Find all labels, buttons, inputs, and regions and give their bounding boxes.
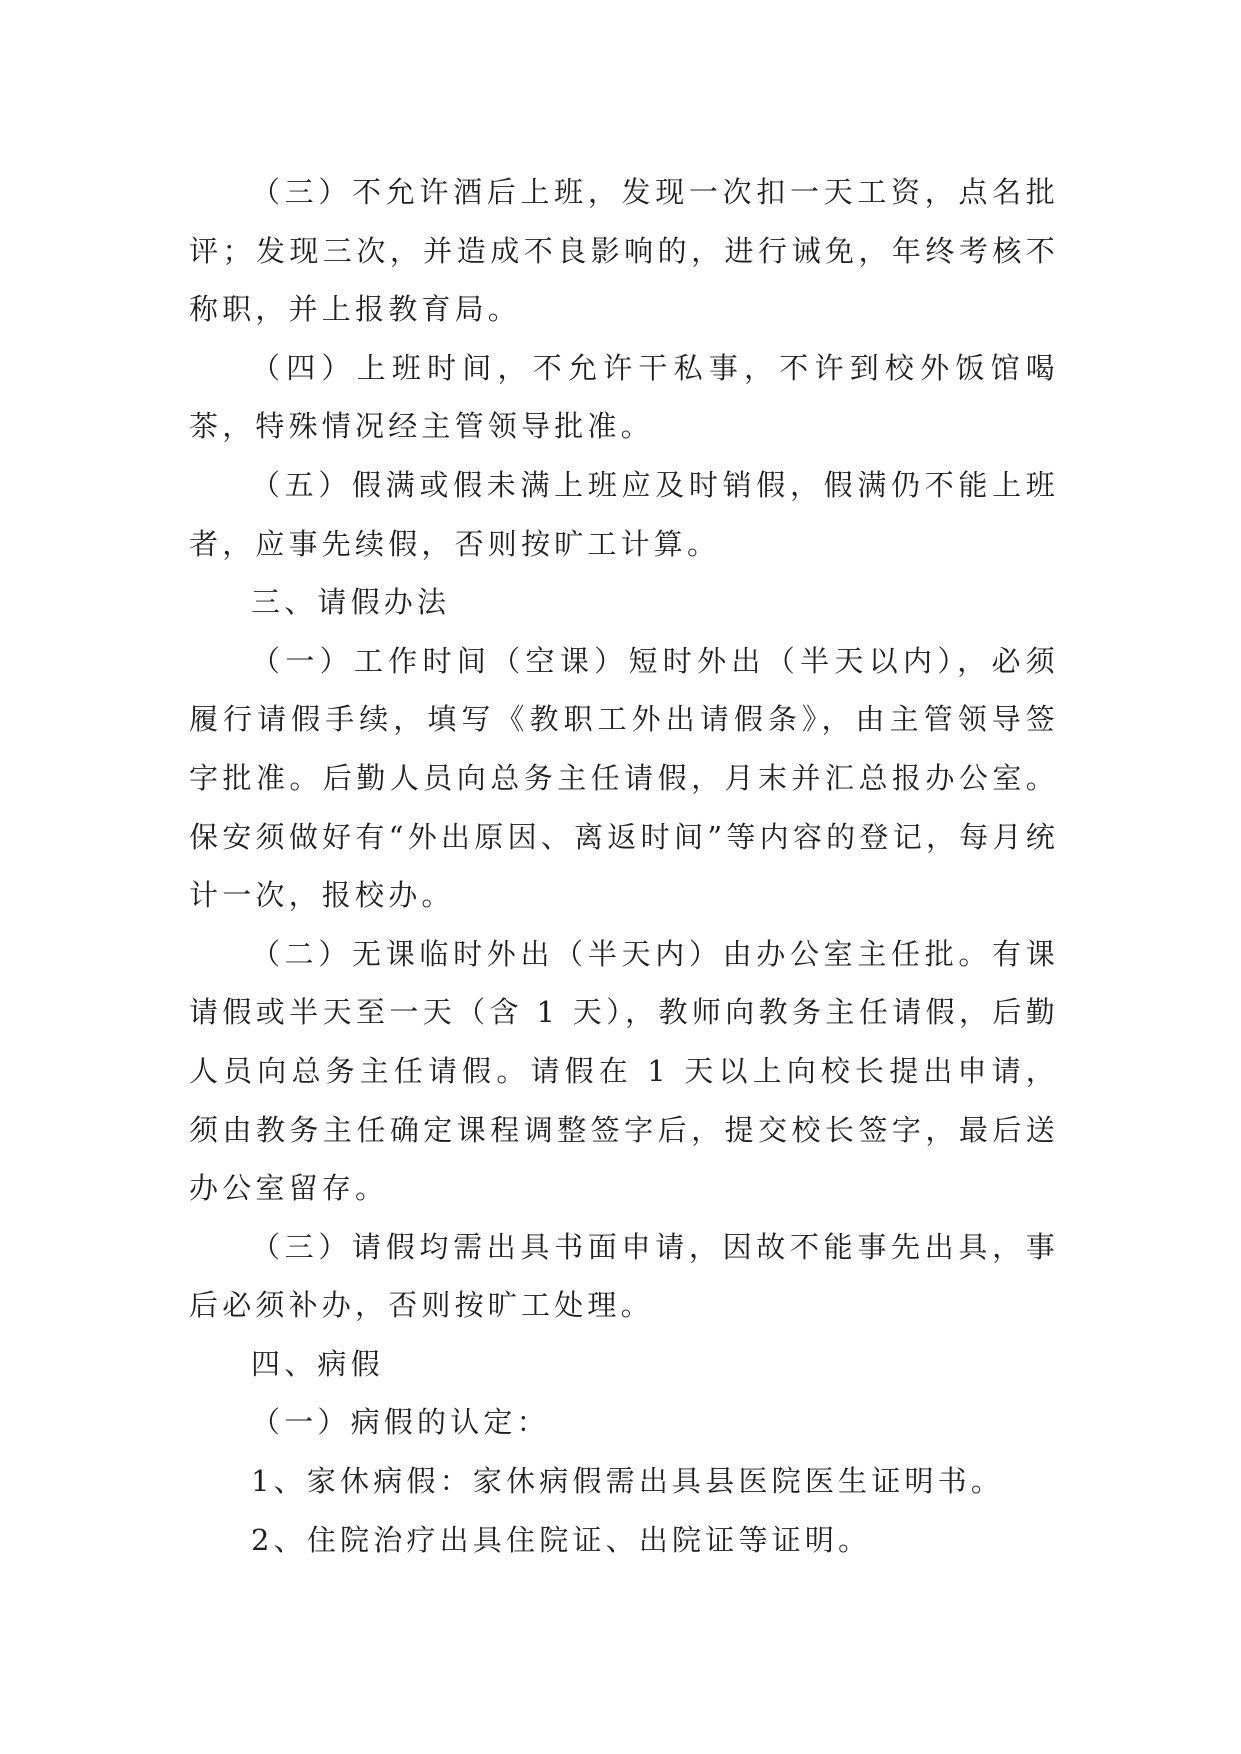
list-item-hospital-treatment: 2、住院治疗出具住院证、出院证等证明。 xyxy=(251,1522,872,1557)
paragraph-no-personal-affairs: （四）上班时间，不允许干私事，不许到校外饭馆喝茶，特殊情况经主管领导批准。 xyxy=(189,350,1059,444)
list-item-home-sick-leave: 1、家休病假：家休病假需出具县医院医生证明书。 xyxy=(251,1464,1005,1499)
document-body xyxy=(189,163,1059,1569)
paragraph-temporary-absence: （二）无课临时外出（半天内）由办公室主任批。有课请假或半天至一天（含 1 天），教师向教务主任请假，后勤人员向总务主任请假。请假在 1 天以上向校长提出申请，须由教务主任确定课程调整签字后，提交校长签字，最后送办公室留存。 xyxy=(189,936,1059,1206)
paragraph-short-absence: （一）工作时间（空课）短时外出（半天以内），必须履行请假手续，填写《教职工外出请假条》，由主管领导签字批准。后勤人员向总务主任请假，月末并汇总报办公室。保安须做好有“外出原因、离返时间”等内容的登记，每月统计一次，报校办。 xyxy=(189,643,1059,913)
paragraph-sick-leave-definition: （一）病假的认定： xyxy=(251,1405,550,1440)
paragraph-leave-cancellation: （五）假满或假未满上班应及时销假，假满仍不能上班者，应事先续假，否则按旷工计算。 xyxy=(189,467,1059,561)
section-heading-leave-procedure: 三、请假办法 xyxy=(251,585,451,620)
section-heading-sick-leave: 四、病假 xyxy=(251,1346,384,1381)
paragraph-no-drinking: （三）不允许酒后上班，发现一次扣一天工资，点名批评；发现三次，并造成不良影响的，进行诫免，年终考核不称职，并上报教育局。 xyxy=(189,175,1059,327)
paragraph-written-application: （三）请假均需出具书面申请，因故不能事先出具，事后必须补办，否则按旷工处理。 xyxy=(189,1229,1059,1323)
